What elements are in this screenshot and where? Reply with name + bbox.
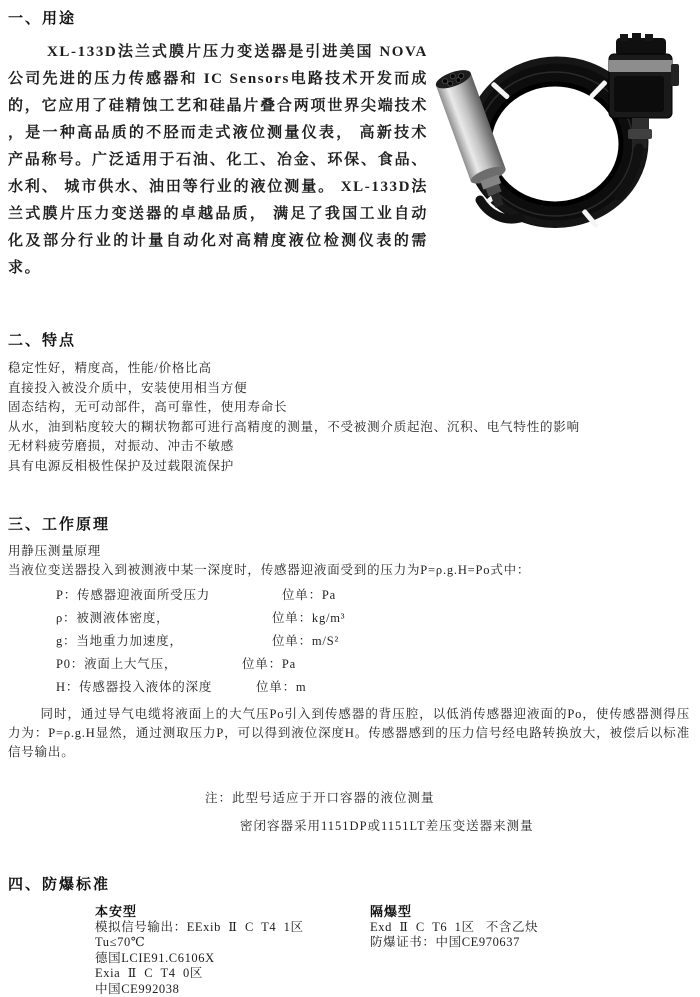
feature-list xyxy=(8,359,690,476)
feature-item: 从水，油到粘度较大的糊状物都可进行高精度的测量，不受被测介质起泡、沉积、电气特性的影响 xyxy=(8,418,690,438)
section-features xyxy=(8,332,690,476)
section-heading-features: 二、特点 xyxy=(8,332,690,350)
product-photo xyxy=(428,32,690,254)
section-usage xyxy=(8,10,690,282)
section-explosion-proof xyxy=(8,876,690,997)
note-line-2: 密闭容器采用1151DP或1151LT差压变送器来测量 xyxy=(240,812,690,840)
usage-paragraph: XL-133D法兰式膜片压力变送器是引进美国 NOVA 公司先进的压力传感器和 IC Sensors电路技术开发而成的，它应用了硅精蚀工艺和硅晶片叠合两项世界尖端技术 ，是一种高品质的不胫而走式液位测量仪表， 高新技术产品称号。广泛适用于石油、化工、冶金、环保、食品、水利、 城市供水、油田等行业的液位测量。 XL-133D法兰式膜片压力变送器的卓越品质， 满足了我国工业自动化及部分行业的计量自动化对高精度液位检测仪表的需求。 xyxy=(8,39,428,282)
symbol-unit: 位单：Pa xyxy=(282,584,336,607)
symbol-definition-row xyxy=(8,653,690,676)
symbol-term: P：传感器迎液面所受压力 xyxy=(56,584,256,607)
symbol-unit: 位单：kg/m³ xyxy=(272,607,345,630)
flameproof-lines xyxy=(370,920,538,951)
intrinsic-safety-title: 本安型 xyxy=(95,904,365,920)
section-heading-principle: 三、工作原理 xyxy=(8,516,690,534)
spec-line: 防爆证书：中国CE970637 xyxy=(370,935,538,951)
feature-item: 无材料疲劳磨损，对振动、冲击不敏感 xyxy=(8,437,690,457)
section-principle xyxy=(8,516,690,840)
spec-line: Exia Ⅱ C T4 0区 xyxy=(95,966,365,982)
feature-item: 固态结构，无可动部件，高可靠性，使用寿命长 xyxy=(8,398,690,418)
symbol-definition-row xyxy=(8,630,690,653)
symbol-definition-row xyxy=(8,676,690,699)
spec-line: 德国LCIE91.C6106X xyxy=(95,951,365,967)
spec-line: 中国CE992038 xyxy=(95,982,365,997)
symbol-term: H：传感器投入液体的深度 xyxy=(56,676,256,699)
principle-paragraph: 同时，通过导气电缆将液面上的大气压Po引入到传感器的背压腔，以低消传感器迎液面的Po，使传感器测得压力为：P=ρ.g.H显然，通过测取压力P，可以得到液位深度H。传感器感到的压力信号经电路转换放大，被偿后以标准信号输出。 xyxy=(8,705,690,762)
spec-line: Tu≤70℃ xyxy=(95,935,365,951)
note-block xyxy=(8,784,690,840)
symbol-definition-row xyxy=(8,584,690,607)
flameproof-column xyxy=(370,904,538,997)
symbol-unit: 位单：m xyxy=(256,676,306,699)
section-heading-usage: 一、用途 xyxy=(8,10,690,28)
spec-line: Exd Ⅱ C T6 1区 不含乙炔 xyxy=(370,920,538,936)
principle-line-1: 用静压测量原理 xyxy=(8,542,690,561)
intrinsic-safety-column xyxy=(95,904,365,997)
feature-item: 稳定性好，精度高，性能/价格比高 xyxy=(8,359,690,379)
symbol-unit: 位单：m/S² xyxy=(272,630,339,653)
symbol-definition-row xyxy=(8,607,690,630)
symbol-term: g：当地重力加速度， xyxy=(56,630,256,653)
symbol-definition-list xyxy=(8,584,690,699)
principle-line-2: 当液位变送器投入到被测液中某一深度时，传感器迎液面受到的压力为P=ρ.g.H=Po式中： xyxy=(8,561,690,580)
section-heading-explosion-proof: 四、防爆标准 xyxy=(8,876,690,894)
feature-item: 直接投入被没介质中，安装使用相当方便 xyxy=(8,379,690,399)
spec-line: 模拟信号输出：EExib Ⅱ C T4 1区 xyxy=(95,920,365,936)
symbol-term: P0：液面上大气压， xyxy=(56,653,256,676)
flameproof-title: 隔爆型 xyxy=(370,904,538,920)
intrinsic-safety-lines xyxy=(95,920,365,997)
product-photo-graphic xyxy=(428,32,690,254)
symbol-term: ρ：被测液体密度， xyxy=(56,607,256,630)
feature-item: 具有电源反相极性保护及过载限流保护 xyxy=(8,457,690,477)
note-line-1: 注：此型号适应于开口容器的液位测量 xyxy=(205,784,690,812)
symbol-unit: 位单：Pa xyxy=(242,653,296,676)
